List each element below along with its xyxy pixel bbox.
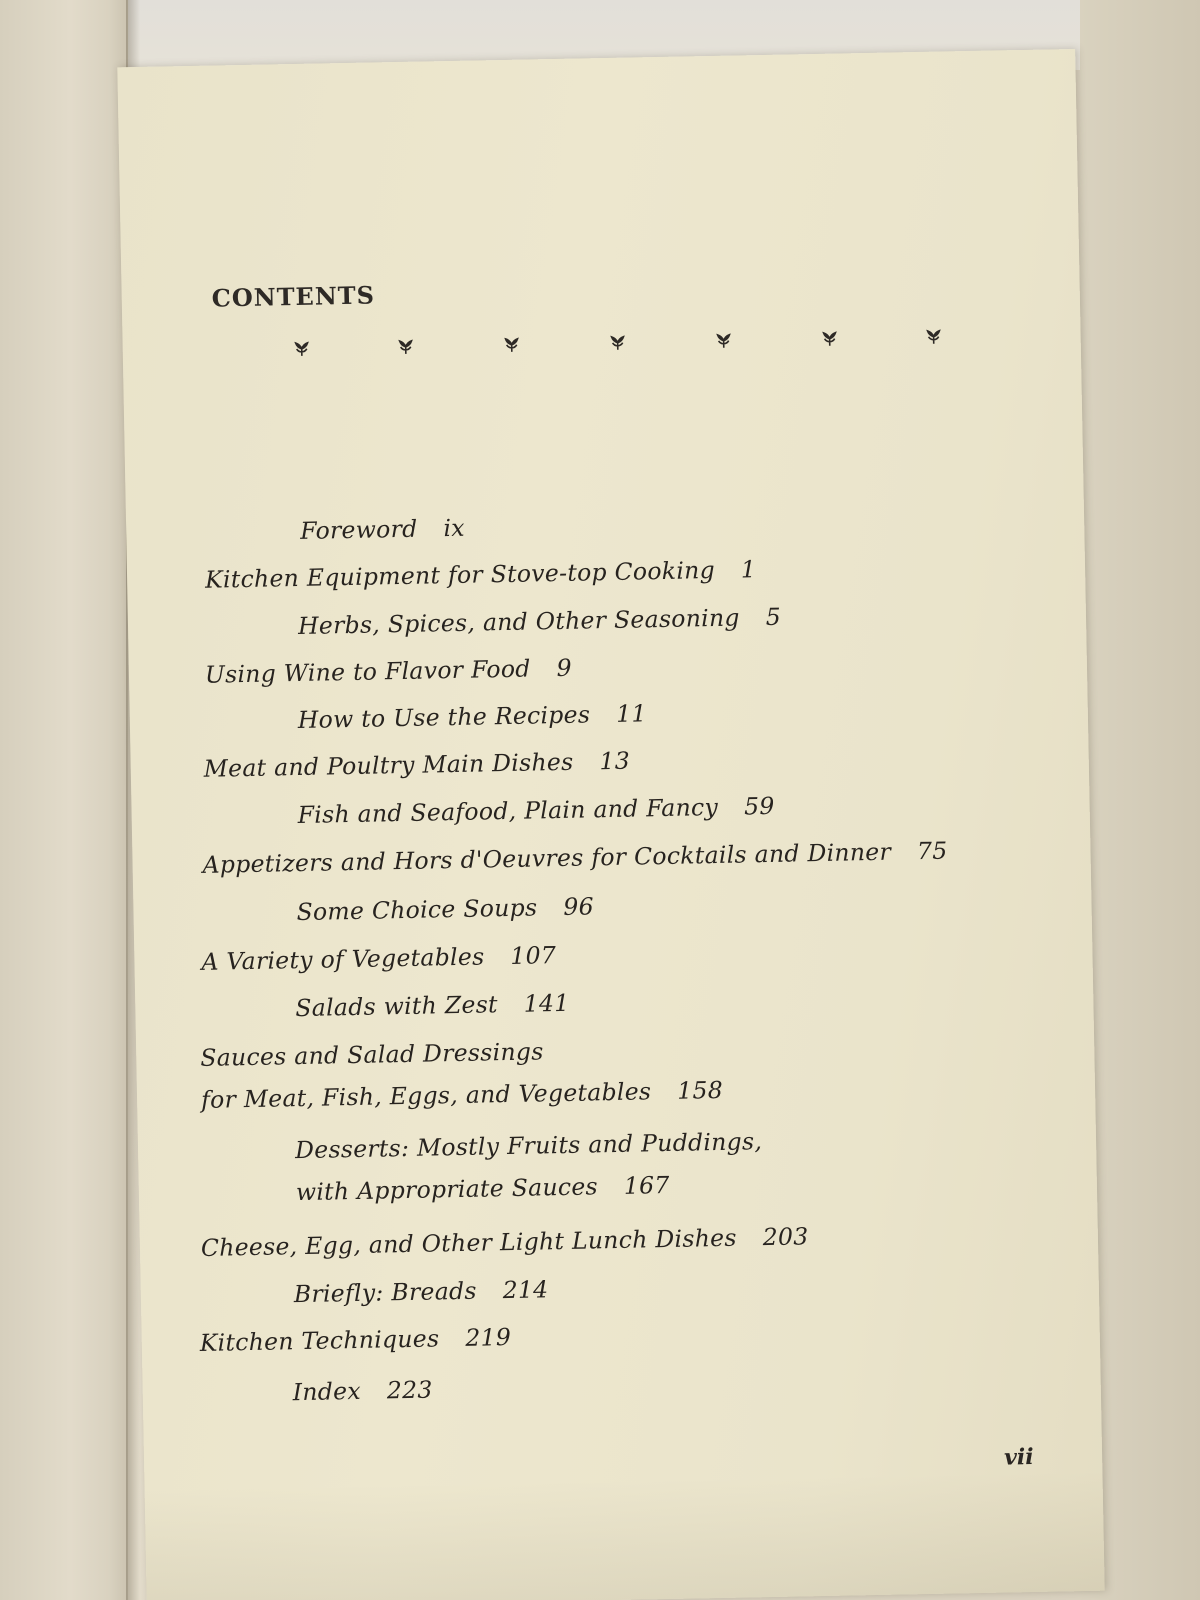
toc-entry (292, 1376, 432, 1407)
page-number: vii (1003, 1444, 1034, 1471)
toc-entry-title: for Meat, Fish, Eggs, and Vegetables (200, 1077, 652, 1114)
toc-entry-page: 214 (502, 1275, 549, 1305)
toc-entry (294, 1275, 549, 1308)
toc-entry-page: 219 (465, 1323, 512, 1352)
toc-entry-page: 13 (599, 746, 631, 776)
toc-entry-title: with Appropriate Sauces (295, 1172, 599, 1207)
toc-entry-title: Kitchen Equipment for Stove-top Cooking (204, 555, 716, 594)
book-cover-edge (0, 0, 128, 1600)
toc-entry-page: 158 (677, 1075, 724, 1105)
toc-entry-title-line1: Sauces and Salad Dressings (200, 1037, 544, 1072)
toc-entry-multiline (200, 1034, 723, 1114)
toc-entry-title: Briefly: Breads (293, 1276, 477, 1309)
toc-entry (205, 654, 572, 689)
toc-entry-page: 59 (743, 791, 775, 821)
toc-entry (298, 603, 781, 640)
toc-entry-title: Using Wine to Flavor Food (204, 654, 531, 689)
toc-entry (295, 989, 570, 1022)
toc-entry-title: Herbs, Spices, and Other Seasoning (297, 603, 741, 640)
toc-entry (300, 514, 465, 545)
toc-entry-title: Foreword (299, 514, 418, 545)
toc-entry (202, 837, 947, 879)
toc-entry (296, 892, 594, 926)
table-of-contents (117, 49, 1104, 1600)
toc-entry-page: 75 (916, 836, 948, 866)
toc-entry-title: Meat and Poultry Main Dishes (203, 747, 574, 783)
toc-entry-title: A Variety of Vegetables (201, 942, 485, 976)
toc-entry-page: 1 (740, 555, 757, 584)
toc-entry-title: Salads with Zest (295, 990, 499, 1023)
toc-entry-page: 223 (386, 1375, 433, 1405)
toc-entry-multiline (295, 1127, 763, 1206)
toc-entry (205, 555, 757, 594)
toc-entry-title: Kitchen Techniques (199, 1324, 440, 1357)
toc-entry (200, 1323, 512, 1357)
book-page (117, 49, 1104, 1600)
toc-entry (201, 1222, 809, 1262)
toc-entry (297, 792, 774, 829)
toc-entry-title: Cheese, Egg, and Other Light Lunch Dishes (200, 1223, 737, 1262)
toc-entry-title: How to Use the Recipes (297, 700, 591, 734)
toc-entry-title: Appetizers and Hors d'Oeuvres for Cocktails and Dinner (202, 837, 892, 879)
toc-entry-page: 11 (615, 699, 647, 728)
toc-entry-title: Fish and Seafood, Plain and Fancy (297, 792, 719, 830)
toc-entry (204, 747, 631, 783)
toc-entry-page: 9 (556, 653, 573, 683)
toc-entry-page: 5 (765, 602, 782, 631)
toc-entry-page: 107 (510, 941, 557, 970)
toc-entry (298, 699, 647, 734)
toc-entry-page: 203 (762, 1222, 809, 1252)
toc-entry-title-line1: Desserts: Mostly Fruits and Puddings, (294, 1127, 763, 1165)
page-title: CONTENTS (211, 280, 376, 313)
toc-entry-page: 96 (563, 892, 595, 921)
toc-entry-page: 141 (523, 988, 570, 1018)
toc-entry (201, 941, 556, 976)
toc-entry-page: 167 (623, 1170, 670, 1200)
toc-entry-page: ix (443, 513, 466, 543)
toc-entry-title: Some Choice Soups (296, 893, 538, 927)
toc-entry-title: Index (292, 1376, 362, 1407)
